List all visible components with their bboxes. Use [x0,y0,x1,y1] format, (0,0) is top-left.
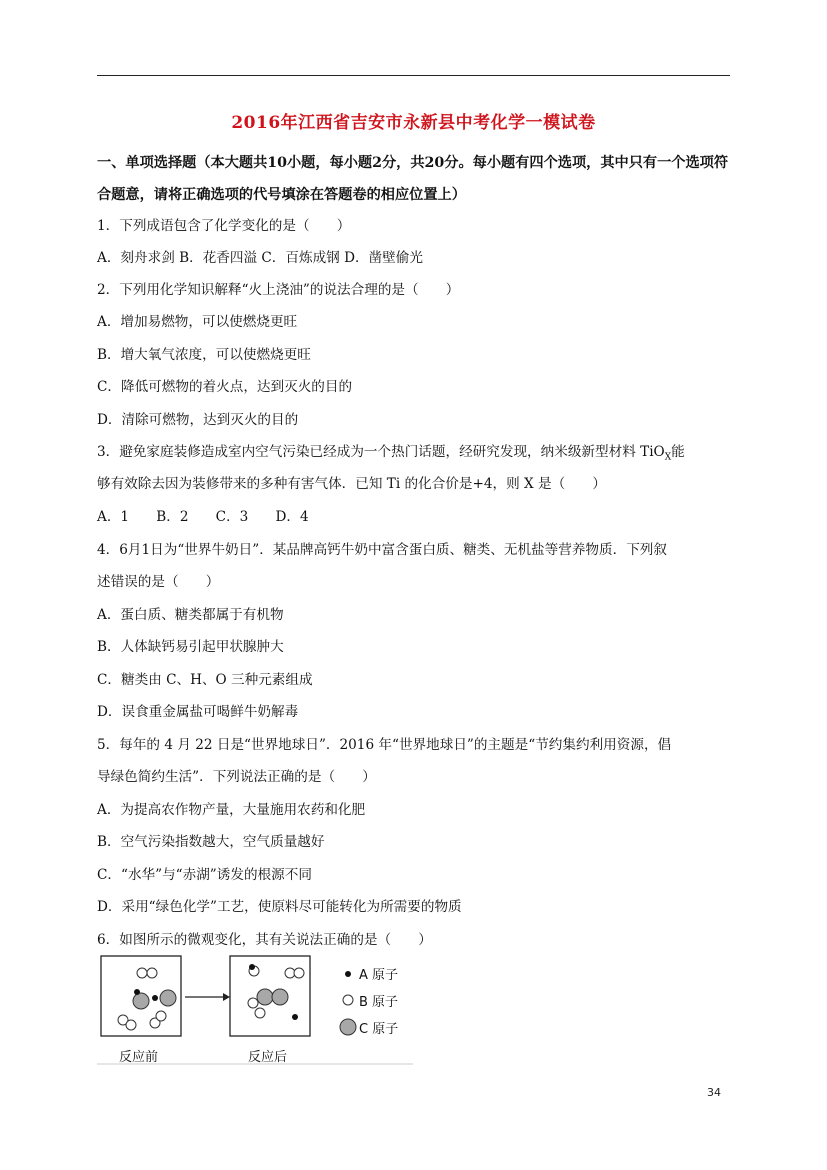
after-box [230,956,310,1036]
before-label: 反应前 [119,1050,159,1065]
q2-option-a: A．增加易燃物，可以使燃烧更旺 [97,314,298,330]
section-header: 一、单项选择题（本大题共10小题，每小题2分，共20分。每小题有四个选项，其中只有一个选项符合题意，请将正确选项的代号填涂在答题卷的相应位置上） [97,155,729,203]
q5-option-b: B．空气污染指数越大，空气质量越好 [97,834,325,850]
q2-option-c: C．降低可燃物的着火点，达到灭火的目的 [97,379,353,395]
q5-option-a: A．为提高农作物产量，大量施用农药和化肥 [97,802,366,818]
q5-line2: 导绿色简约生活”．下列说法正确的是（ ） [97,769,376,785]
q2-option-d: D．清除可燃物，达到灭火的目的 [97,412,299,428]
legend-b-label: B 原子 [359,995,399,1010]
q3-subscript: X [664,452,672,463]
page-number: 34 [707,1086,721,1099]
q1-stem: 1．下列成语包含了化学变化的是（ ） [97,218,351,234]
q3-options: A．1 B．2 C．3 D．4 [97,509,309,525]
q5-option-d: D．采用“绿色化学”工艺，使原料尽可能转化为所需要的物质 [97,899,462,915]
q4-option-a: A．蛋白质、糖类都属于有机物 [97,607,284,623]
q3-line2: 够有效除去因为装修带来的多种有害气体．已知 Ti 的化合价是+4，则 X 是（ ） [97,476,607,492]
q2-option-b: B．增大氧气浓度，可以使燃烧更旺 [97,347,311,363]
legend-a-label: A 原子 [359,968,399,983]
q1-options: A．刻舟求剑 B．花香四溢 C．百炼成钢 D．凿壁偷光 [97,250,423,266]
q5-option-c: C．“水华”与“赤湖”诱发的根源不同 [97,867,312,883]
q5-line1: 5．每年的 4 月 22 日是“世界地球日”．2016 年“世界地球日”的主题是“节约集约利用资源，倡 [97,737,672,753]
q4-option-c: C．糖类由 C、H、O 三种元素组成 [97,672,313,688]
after-label: 反应后 [248,1050,288,1065]
q4-line1: 4．6月1日为“世界牛奶日”．某品牌高钙牛奶中富含蛋白质、糖类、无机盐等营养物质．下列叙 [97,542,667,558]
q4-option-b: B．人体缺钙易引起甲状腺肿大 [97,639,284,655]
legend-c-label: C 原子 [359,1022,399,1037]
q4-option-d: D．误食重金属盐可喝鲜牛奶解毒 [97,704,299,720]
reaction-diagram [97,953,413,1065]
q3-line1-text: 3．避免家庭装修造成室内空气污染已经成为一个热门话题，经研究发现，纳米级新型材料 TiO [97,444,665,460]
q4-line2: 述错误的是（ ） [97,574,220,590]
reaction-arrow [185,993,230,1001]
before-box [101,956,181,1036]
exam-title: 2016年江西省吉安市永新县中考化学一模试卷 [231,113,596,133]
legend [340,968,398,1037]
header-rule [97,75,730,76]
q2-stem: 2．下列用化学知识解释“火上浇油”的说法合理的是（ ） [97,282,460,298]
q3-line1-end: 能 [671,444,685,460]
q6-stem: 6．如图所示的微观变化，其有关说法正确的是（ ） [97,932,432,948]
